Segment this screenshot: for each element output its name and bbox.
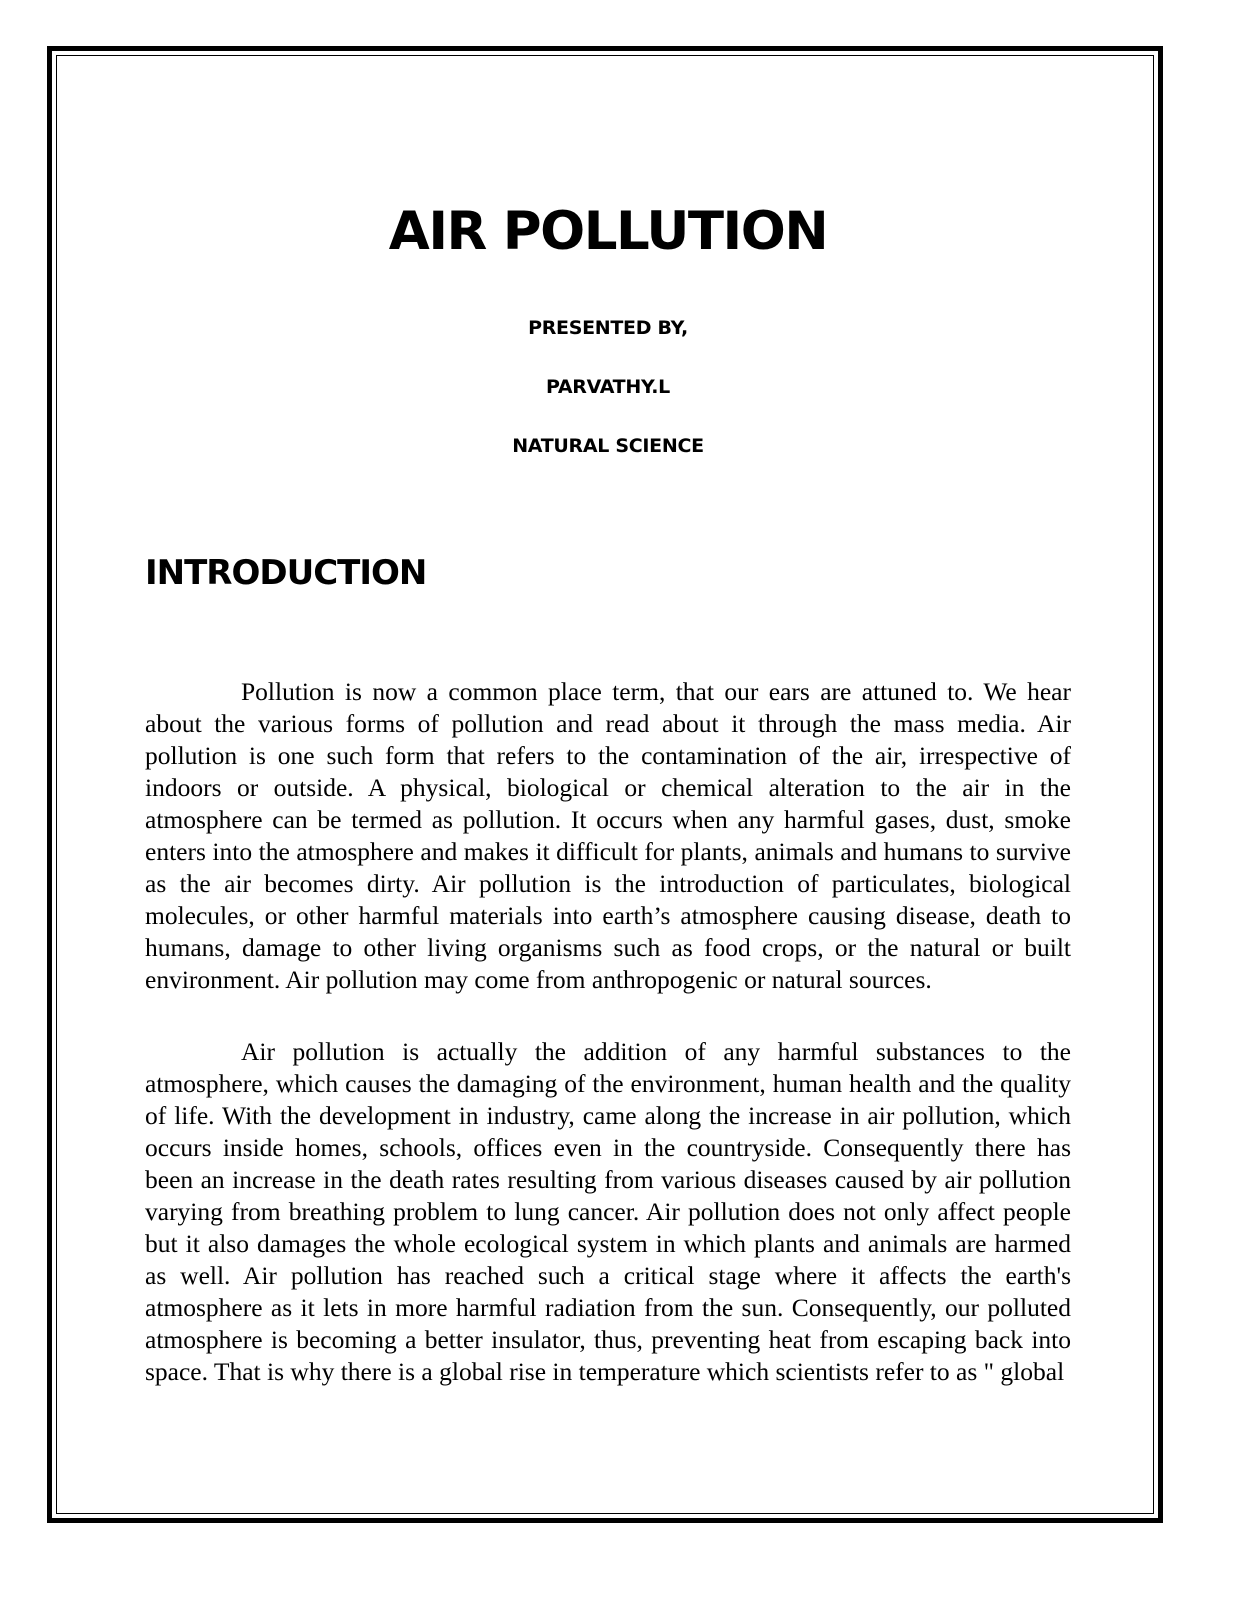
author-name: PARVATHY.L xyxy=(546,376,670,398)
presented-by-label: PRESENTED BY, xyxy=(528,317,688,339)
paragraph-2: Air pollution is actually the addition of any harmful substances to the atmosphere, which causes the damaging of the environment, human health and the quality of life. With the development in industry, came along the increase in air pollution, which occurs inside homes, schools, offices even in the countryside. Consequently there has been an increase in the death rates resulting from various diseases caused by air pollution varying from breathing problem to lung cancer. Air pollution does not only affect people but it also damages the whole ecological system in which plants and animals are harmed as well. Air pollution has reached such a critical stage where it affects the earth's atmosphere as it lets in more harmful radiation from the sun. Consequently, our polluted atmosphere is becoming a better insulator, thus, preventing heat from escaping back into space. That is why there is a global rise in temperature which scientists refer to as " global xyxy=(145,1037,1071,1386)
department-name: NATURAL SCIENCE xyxy=(512,435,704,457)
document-title: AIR POLLUTION xyxy=(388,201,828,262)
section-heading-introduction: INTRODUCTION xyxy=(145,553,427,593)
paragraph-1: Pollution is now a common place term, that our ears are attuned to. We hear about the various forms of pollution and read about it through the mass media. Air pollution is one such form that refers to the contamination of the air, irrespective of indoors or outside. A physical, biological or chemical alteration to the air in the atmosphere can be termed as pollution. It occurs when any harmful gases, dust, smoke enters into the atmosphere and makes it difficult for plants, animals and humans to survive as the air becomes dirty. Air pollution is the introduction of particulates, biological molecules, or other harmful materials into earth’s atmosphere causing disease, death to humans, damage to other living organisms such as food crops, or the natural or built environment. Air pollution may come from anthropogenic or natural sources. xyxy=(145,677,1071,994)
